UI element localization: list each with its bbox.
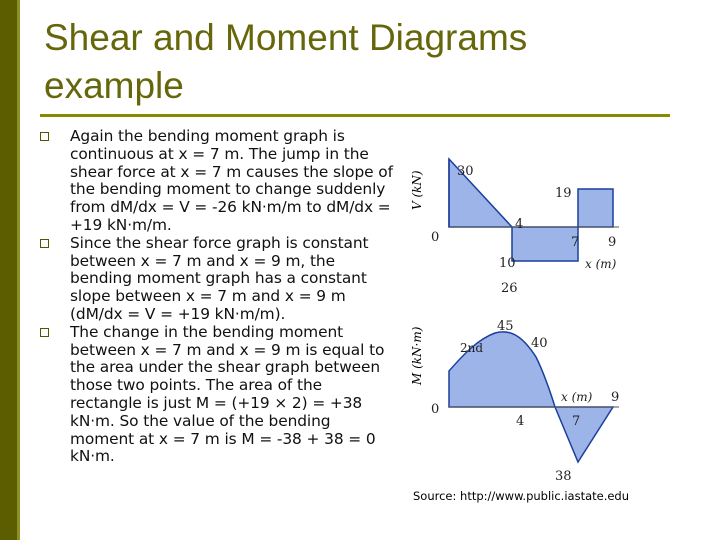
slide-title-line-2: example bbox=[44, 65, 184, 106]
moment-label-38: 38 bbox=[555, 469, 572, 484]
shear-negative-region bbox=[512, 227, 578, 261]
shear-label-19: 19 bbox=[555, 186, 572, 201]
moment-label-2nd: 2nd bbox=[460, 341, 484, 355]
shear-label-x4: 4 bbox=[515, 217, 524, 232]
bullet-item bbox=[40, 235, 395, 324]
bullet-item bbox=[40, 324, 395, 466]
shear-label-x7: 7 bbox=[571, 235, 580, 250]
bullet-text: Since the shear force graph is constant between x = 7 m and x = 9 m, the bending moment graph has a constant slope between x = 7 m and x = 9 m (dM/dx = V = +19 kN·m/m). bbox=[70, 233, 369, 323]
bullet-list bbox=[40, 128, 395, 466]
title-divider bbox=[40, 114, 670, 117]
shear-zero-label: 0 bbox=[431, 230, 440, 245]
shear-moment-diagram bbox=[405, 145, 655, 490]
moment-label-x4: 4 bbox=[516, 414, 525, 429]
moment-axis-label: M (kN·m) bbox=[410, 326, 424, 385]
bullet-item bbox=[40, 128, 395, 235]
slide-title bbox=[44, 14, 684, 110]
moment-zero-label: 0 bbox=[431, 402, 440, 417]
bullet-text: The change in the bending moment between x = 7 m and x = 9 m is equal to the area under the shear graph between those two points. The area of the rectangle is just M = (+19 × 2) = +38 kN·m. So the value of the bending moment at x = 7 m is M = -38 + 38 = 0 kN·m. bbox=[70, 322, 385, 466]
slide-title-line-1: Shear and Moment Diagrams bbox=[44, 17, 528, 58]
shear-x-axis-label: x (m) bbox=[585, 257, 617, 271]
bullet-text: Again the bending moment graph is continuous at x = 7 m. The jump in the shear force at x = 7 m causes the slope of the bending moment to change suddenly from dM/dx = V = -26 kN·m/m to dM/dx = +19 kN·m/m. bbox=[70, 127, 393, 234]
moment-diagram bbox=[410, 319, 619, 484]
moment-label-x7: 7 bbox=[572, 414, 581, 429]
shear-label-26: 26 bbox=[501, 281, 518, 296]
shear-label-x9: 9 bbox=[608, 235, 617, 250]
source-citation: Source: http://www.public.iastate.edu bbox=[413, 489, 630, 503]
left-accent-stripe bbox=[17, 0, 20, 540]
left-accent-band bbox=[0, 0, 17, 540]
moment-label-x9: 9 bbox=[611, 390, 620, 405]
square-bullet-icon bbox=[40, 132, 49, 141]
moment-x-axis-label: x (m) bbox=[561, 390, 593, 404]
shear-right-region bbox=[578, 189, 613, 227]
shear-diagram bbox=[410, 159, 619, 296]
moment-label-45: 45 bbox=[497, 319, 514, 334]
shear-label-10: 10 bbox=[499, 256, 516, 271]
square-bullet-icon bbox=[40, 239, 49, 248]
square-bullet-icon bbox=[40, 328, 49, 337]
shear-axis-label: V (kN) bbox=[410, 170, 424, 210]
moment-negative-region bbox=[555, 407, 613, 462]
shear-label-30: 30 bbox=[457, 164, 474, 179]
moment-label-40: 40 bbox=[531, 336, 548, 351]
